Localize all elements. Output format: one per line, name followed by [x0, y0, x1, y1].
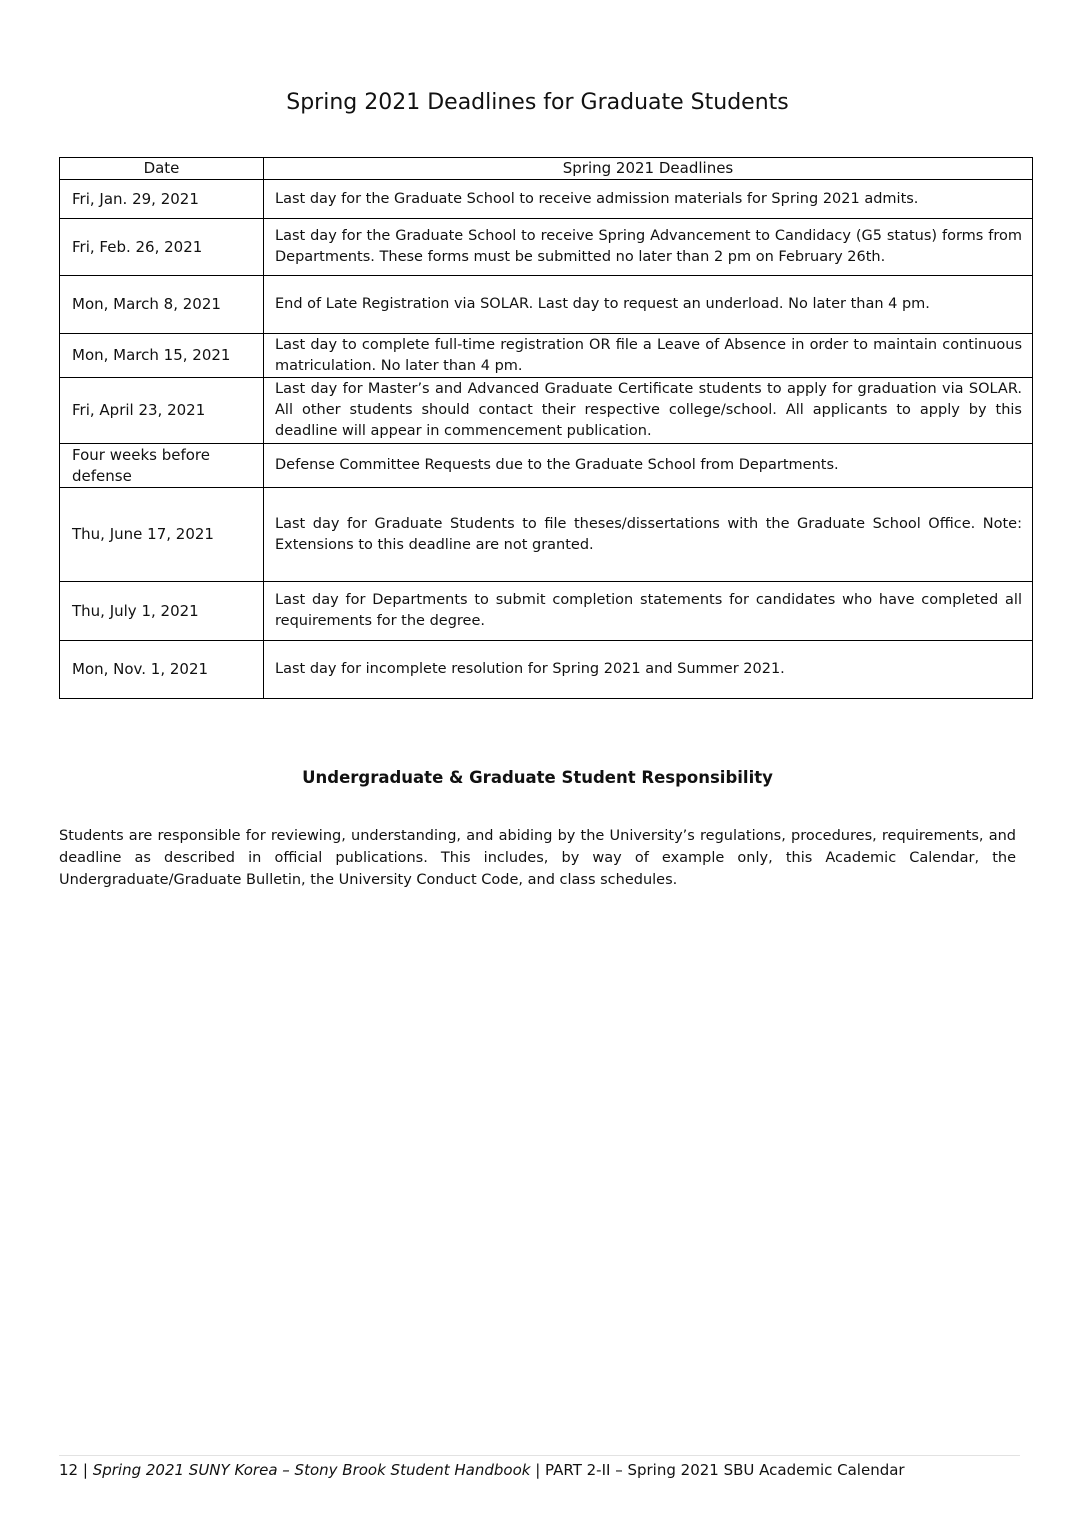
- table-row: [60, 276, 1033, 334]
- table-row: [60, 378, 1033, 444]
- responsibility-paragraph: Students are responsible for reviewing, understanding, and abiding by the University’s regulations, procedures, requirements, and deadline as described in official publications. This includes, by way of example only, this Academic Calendar, the Undergraduate/Graduate Bulletin, the University Conduct Code, and class schedules.: [59, 828, 1016, 888]
- handbook-title: Spring 2021 SUNY Korea – Stony Brook Student Handbook: [92, 1461, 531, 1479]
- page-footer: [59, 1460, 1039, 1480]
- table-row: [60, 641, 1033, 699]
- deadline-date: Mon, Nov. 1, 2021: [60, 641, 264, 699]
- deadline-date: Mon, March 8, 2021: [60, 276, 264, 334]
- footer-section: | PART 2-II – Spring 2021 SBU Academic Calendar: [530, 1461, 905, 1479]
- deadline-description: Defense Committee Requests due to the Graduate School from Departments.: [264, 444, 1033, 488]
- footer-separator: |: [78, 1461, 93, 1479]
- table-row: [60, 488, 1033, 582]
- table-row: [60, 582, 1033, 641]
- deadline-description: Last day for incomplete resolution for Spring 2021 and Summer 2021.: [264, 641, 1033, 699]
- deadline-date: Mon, March 15, 2021: [60, 334, 264, 378]
- deadline-date: Fri, Feb. 26, 2021: [60, 219, 264, 276]
- deadline-date: Thu, July 1, 2021: [60, 582, 264, 641]
- deadline-description: End of Late Registration via SOLAR. Last day to request an underload. No later than 4 pm.: [264, 276, 1033, 334]
- footer-divider: [59, 1455, 1020, 1456]
- deadlines-table: [59, 157, 1033, 699]
- column-header-date: Date: [60, 158, 264, 180]
- deadline-date: Four weeks before defense: [60, 444, 264, 488]
- deadline-description: Last day for Graduate Students to file theses/dissertations with the Graduate School Office. Note: Extensions to this deadline are not granted.: [264, 488, 1033, 582]
- page-title: Spring 2021 Deadlines for Graduate Students: [286, 90, 789, 115]
- deadline-description: Last day for the Graduate School to receive admission materials for Spring 2021 admits.: [264, 180, 1033, 219]
- deadline-date: Fri, April 23, 2021: [60, 378, 264, 444]
- deadline-date: Fri, Jan. 29, 2021: [60, 180, 264, 219]
- page-number: 12: [59, 1461, 79, 1479]
- deadline-date: Thu, June 17, 2021: [60, 488, 264, 582]
- table-row: [60, 219, 1033, 276]
- column-header-deadlines: Spring 2021 Deadlines: [264, 158, 1033, 180]
- table-row: [60, 334, 1033, 378]
- deadline-description: Last day for the Graduate School to receive Spring Advancement to Candidacy (G5 status) forms from Departments. These forms must be submitted no later than 2 pm on February 26th.: [264, 219, 1033, 276]
- table-header-row: [60, 158, 1033, 180]
- deadline-description: Last day for Departments to submit completion statements for candidates who have completed all requirements for the degree.: [264, 582, 1033, 641]
- deadline-description: Last day for Master’s and Advanced Graduate Certificate students to apply for graduation via SOLAR. All other students should contact their respective college/school. All applicants to apply by this deadline will appear in commencement publication.: [264, 378, 1033, 444]
- table-row: [60, 444, 1033, 488]
- deadline-description: Last day to complete full-time registration OR file a Leave of Absence in order to maintain continuous matriculation. No later than 4 pm.: [264, 334, 1033, 378]
- responsibility-heading: Undergraduate & Graduate Student Responsibility: [302, 768, 773, 787]
- table-row: [60, 180, 1033, 219]
